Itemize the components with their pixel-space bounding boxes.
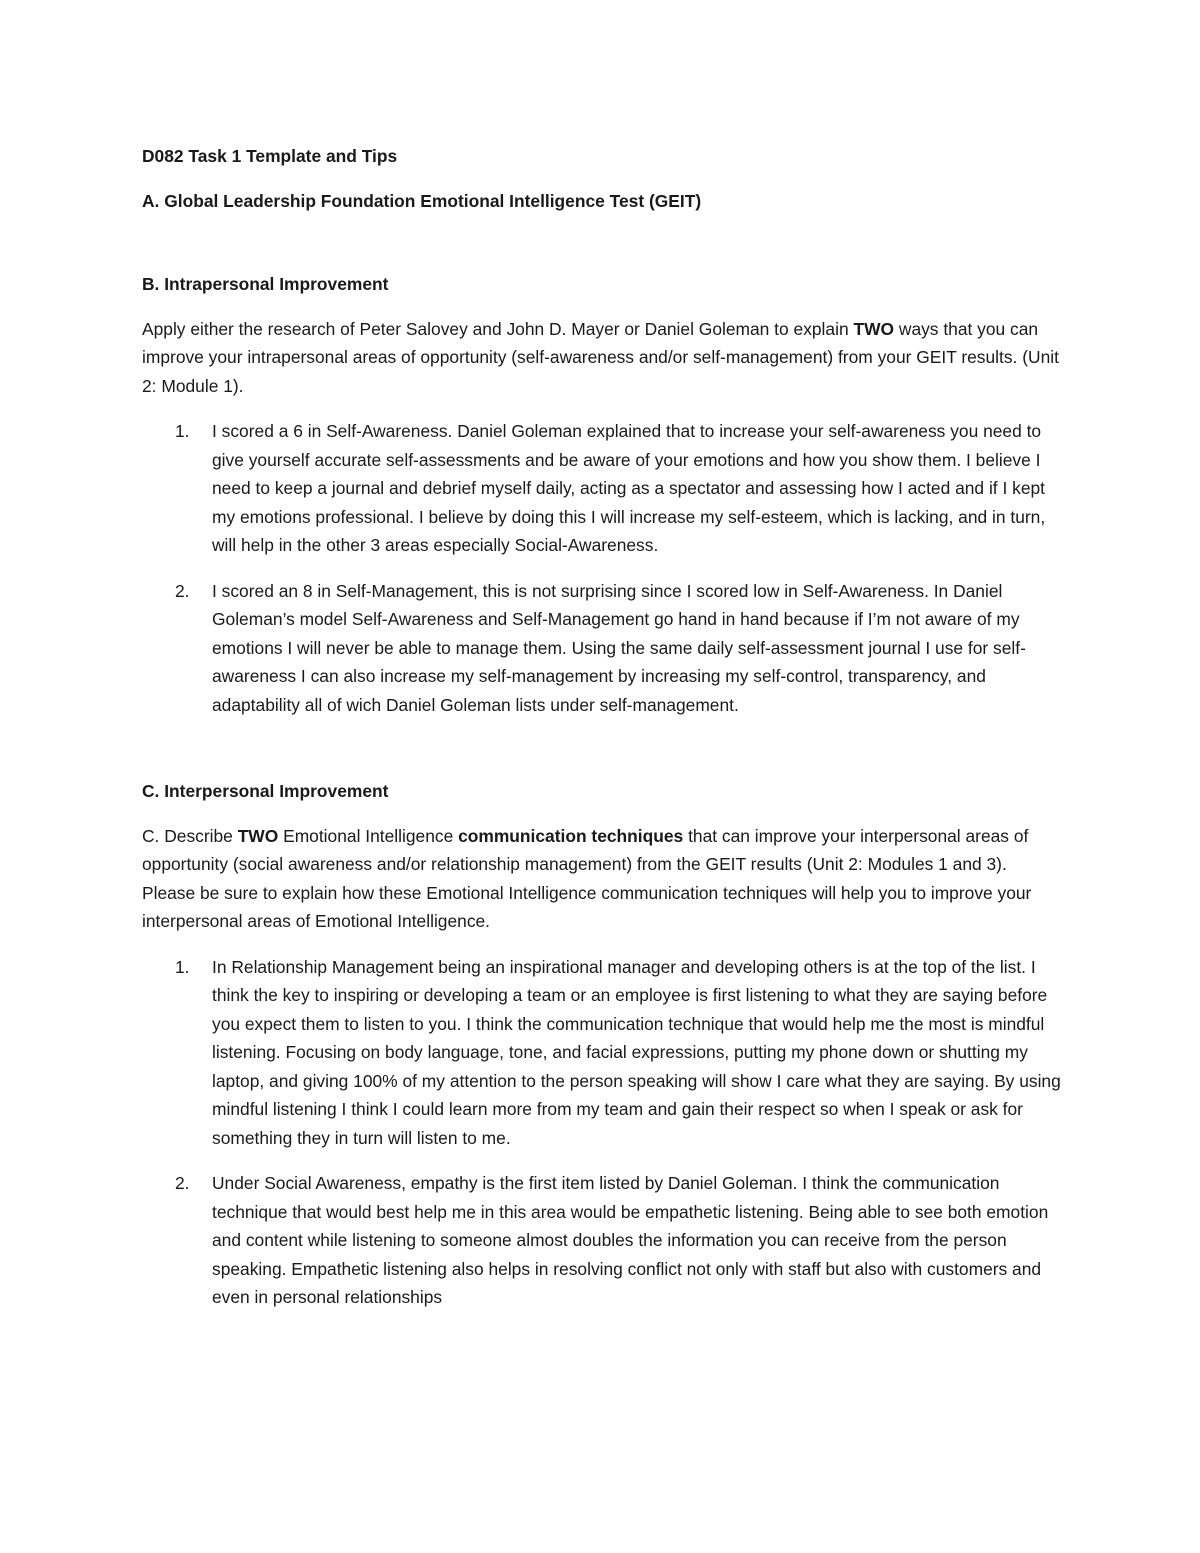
list-item-text: I scored an 8 in Self-Management, this is not surprising since I scored low in Self-Awareness. In Daniel Goleman’s model Self-Awareness and Self-Management go hand in hand because if I’m not aware of my emotions I will never be able to manage them. Using the same daily self-assessment journal I use for self-awareness I can also increase my self-management by increasing my self-control, transparency, and adaptability all of wich Daniel Goleman lists under self-management. [212,580,1026,715]
document-body [142,142,1062,1329]
list-item-number: 1. [175,421,190,441]
section-a-heading: A. Global Leadership Foundation Emotional Intelligence Test (GEIT) [142,190,702,211]
list-item-number: 1. [175,956,190,977]
list-item [142,417,1062,560]
list-item [142,953,1062,1153]
list-item-number: 2. [175,1173,190,1193]
list-item [142,1169,1062,1312]
list-item-text: I scored a 6 in Self-Awareness. Daniel Goleman explained that to increase your self-awareness you need to give yourself accurate self-assessments and be aware of your emotions and how you show them. I believe I need to keep a journal and debrief myself daily, acting as a spectator and assessing how I acted and if I kept my emotions professional. I believe by doing this I will increase my self-esteem, which is lacking, and in turn, will help in the other 3 areas especially Social-Awareness. [212,421,1046,555]
section-b-list [142,417,1062,719]
section-c-prompt-part2: Emotional Intelligence [278,825,459,846]
section-c-prompt-part1: C. Describe [142,825,238,846]
list-item-number: 2. [175,580,190,601]
section-c-prompt-emphasis-1: TWO [237,825,279,846]
section-b-prompt-emphasis: TWO [853,318,895,339]
section-c-prompt-part3: that can improve your interpersonal areas of opportunity (social awareness and/or relationship management) from the GEIT results (Unit 2: Modules 1 and 3). Please be sure to explain how these Emotional Intelligence communication techniques will help you to improve your interpersonal areas of Emotional Intelligence. [142,825,1032,931]
list-item-text: Under Social Awareness, empathy is the first item listed by Daniel Goleman. I think the communication technique that would best help me in this area would be empathetic listening. Being able to see both emotion and content while listening to someone almost doubles the information you can receive from the person speaking. Empathetic listening also helps in resolving conflict not only with staff but also with customers and even in personal relationships [212,1173,1049,1307]
list-item [142,577,1062,720]
section-c-heading: C. Interpersonal Improvement [142,781,389,801]
section-b-prompt-end: ways that you can improve your intrapersonal areas of opportunity (self-awareness and/or self-management) from your GEIT results. (Unit 2: Module 1). [142,318,1059,396]
document-title: D082 Task 1 Template and Tips [142,146,398,166]
section-b-prompt-start: Apply either the research of Peter Salovey and John D. Mayer or Daniel Goleman to explain [142,318,854,339]
section-c-list [142,953,1062,1312]
section-b-heading: B. Intrapersonal Improvement [142,274,389,294]
section-c-prompt-emphasis-2: communication techniques [458,825,684,846]
list-item-text: In Relationship Management being an inspirational manager and developing others is at the top of the list. I think the key to inspiring or developing a team or an employee is first listening to what they are saying before you expect them to listen to you. I think the communication technique that would help me the most is mindful listening. Focusing on body language, tone, and facial expressions, putting my phone down or shutting my laptop, and giving 100% of my attention to the person speaking will show I care what they are saying. By using mindful listening I think I could learn more from my team and gain their respect so when I speak or ask for something they in turn will listen to me. [212,956,1061,1148]
section-c-prompt [142,822,1062,936]
section-b-prompt [142,315,1062,401]
